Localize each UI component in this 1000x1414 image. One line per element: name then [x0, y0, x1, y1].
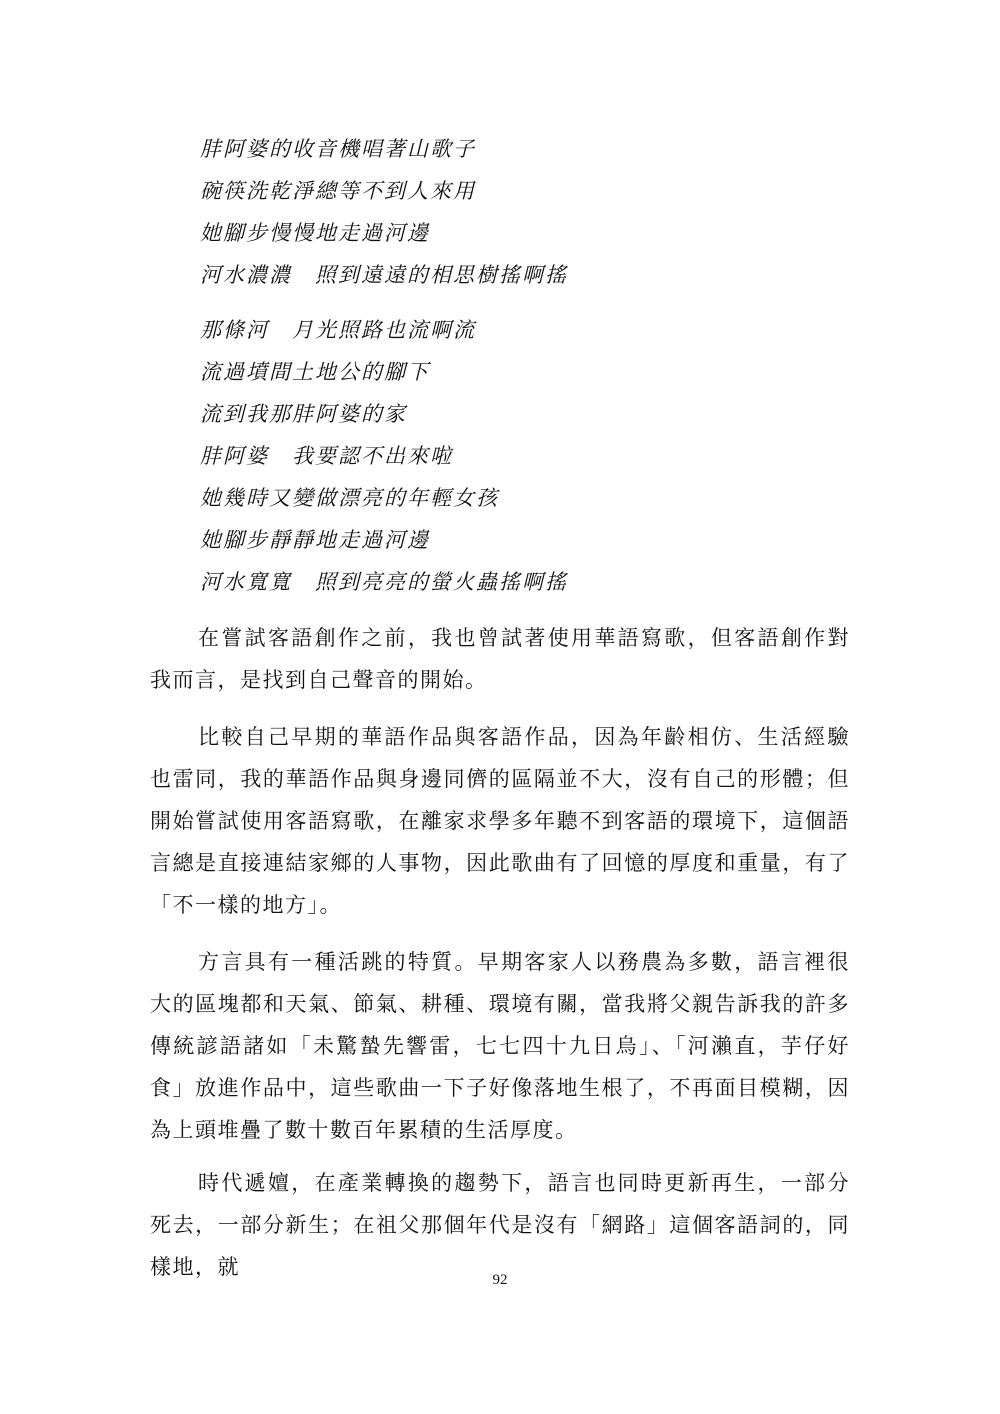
lyric-line: 流到我那肨阿婆的家: [200, 402, 407, 426]
lyric-line: 她腳步靜靜地走過河邊: [200, 528, 430, 552]
body-paragraph: 比較自己早期的華語作品與客語作品，因為年齡相仿、生活經驗也雷同，我的華語作品與身邊同儕的區隔並不大，沒有自己的形體；但開始嘗試使用客語寫歌，在離家求學多年聽不到客語的環境下，這個語言總是直接連結家鄉的人事物，因此歌曲有了回憶的厚度和重量，有了「不一樣的地方」。: [150, 725, 850, 917]
lyric-line: 河水寬寬 照到亮亮的螢火蟲搖啊搖: [200, 570, 568, 594]
lyric-line: 她腳步慢慢地走過河邊: [200, 221, 430, 245]
lyric-line: 肨阿婆 我要認不出來啦: [200, 444, 453, 468]
lyric-line: 那條河 月光照路也流啊流: [200, 318, 476, 342]
body-paragraph: 方言具有一種活跳的特質。早期客家人以務農為多數，語言裡很大的區塊都和天氣、節氣、耕種、環境有關，當我將父親告訴我的許多傳統諺語諸如「未驚蟄先響雷，七七四十九日烏」、「河瀨直，芋仔好食」放進作品中，這些歌曲一下子好像落地生根了，不再面目模糊，因為上頭堆疊了數十數百年累積的生活厚度。: [150, 950, 850, 1142]
lyric-line: 她幾時又變做漂亮的年輕女孩: [200, 486, 499, 510]
lyric-line: 碗筷洗乾淨總等不到人來用: [200, 179, 476, 203]
body-paragraph: 在嘗試客語創作之前，我也曾試著使用華語寫歌，但客語創作對我而言，是找到自己聲音的開始。: [150, 626, 850, 692]
lyric-line: 河水濃濃 照到遠遠的相思樹搖啊搖: [200, 263, 568, 287]
lyric-line: 流過墳間土地公的腳下: [200, 360, 430, 384]
body-paragraph: 時代遞嬗，在產業轉換的趨勢下，語言也同時更新再生，一部分死去，一部分新生；在祖父那個年代是沒有「網路」這個客語詞的，同樣地，就: [150, 1171, 850, 1279]
page-number: 92: [492, 1272, 508, 1288]
lyric-line: 肨阿婆的收音機唱著山歌子: [200, 137, 476, 161]
